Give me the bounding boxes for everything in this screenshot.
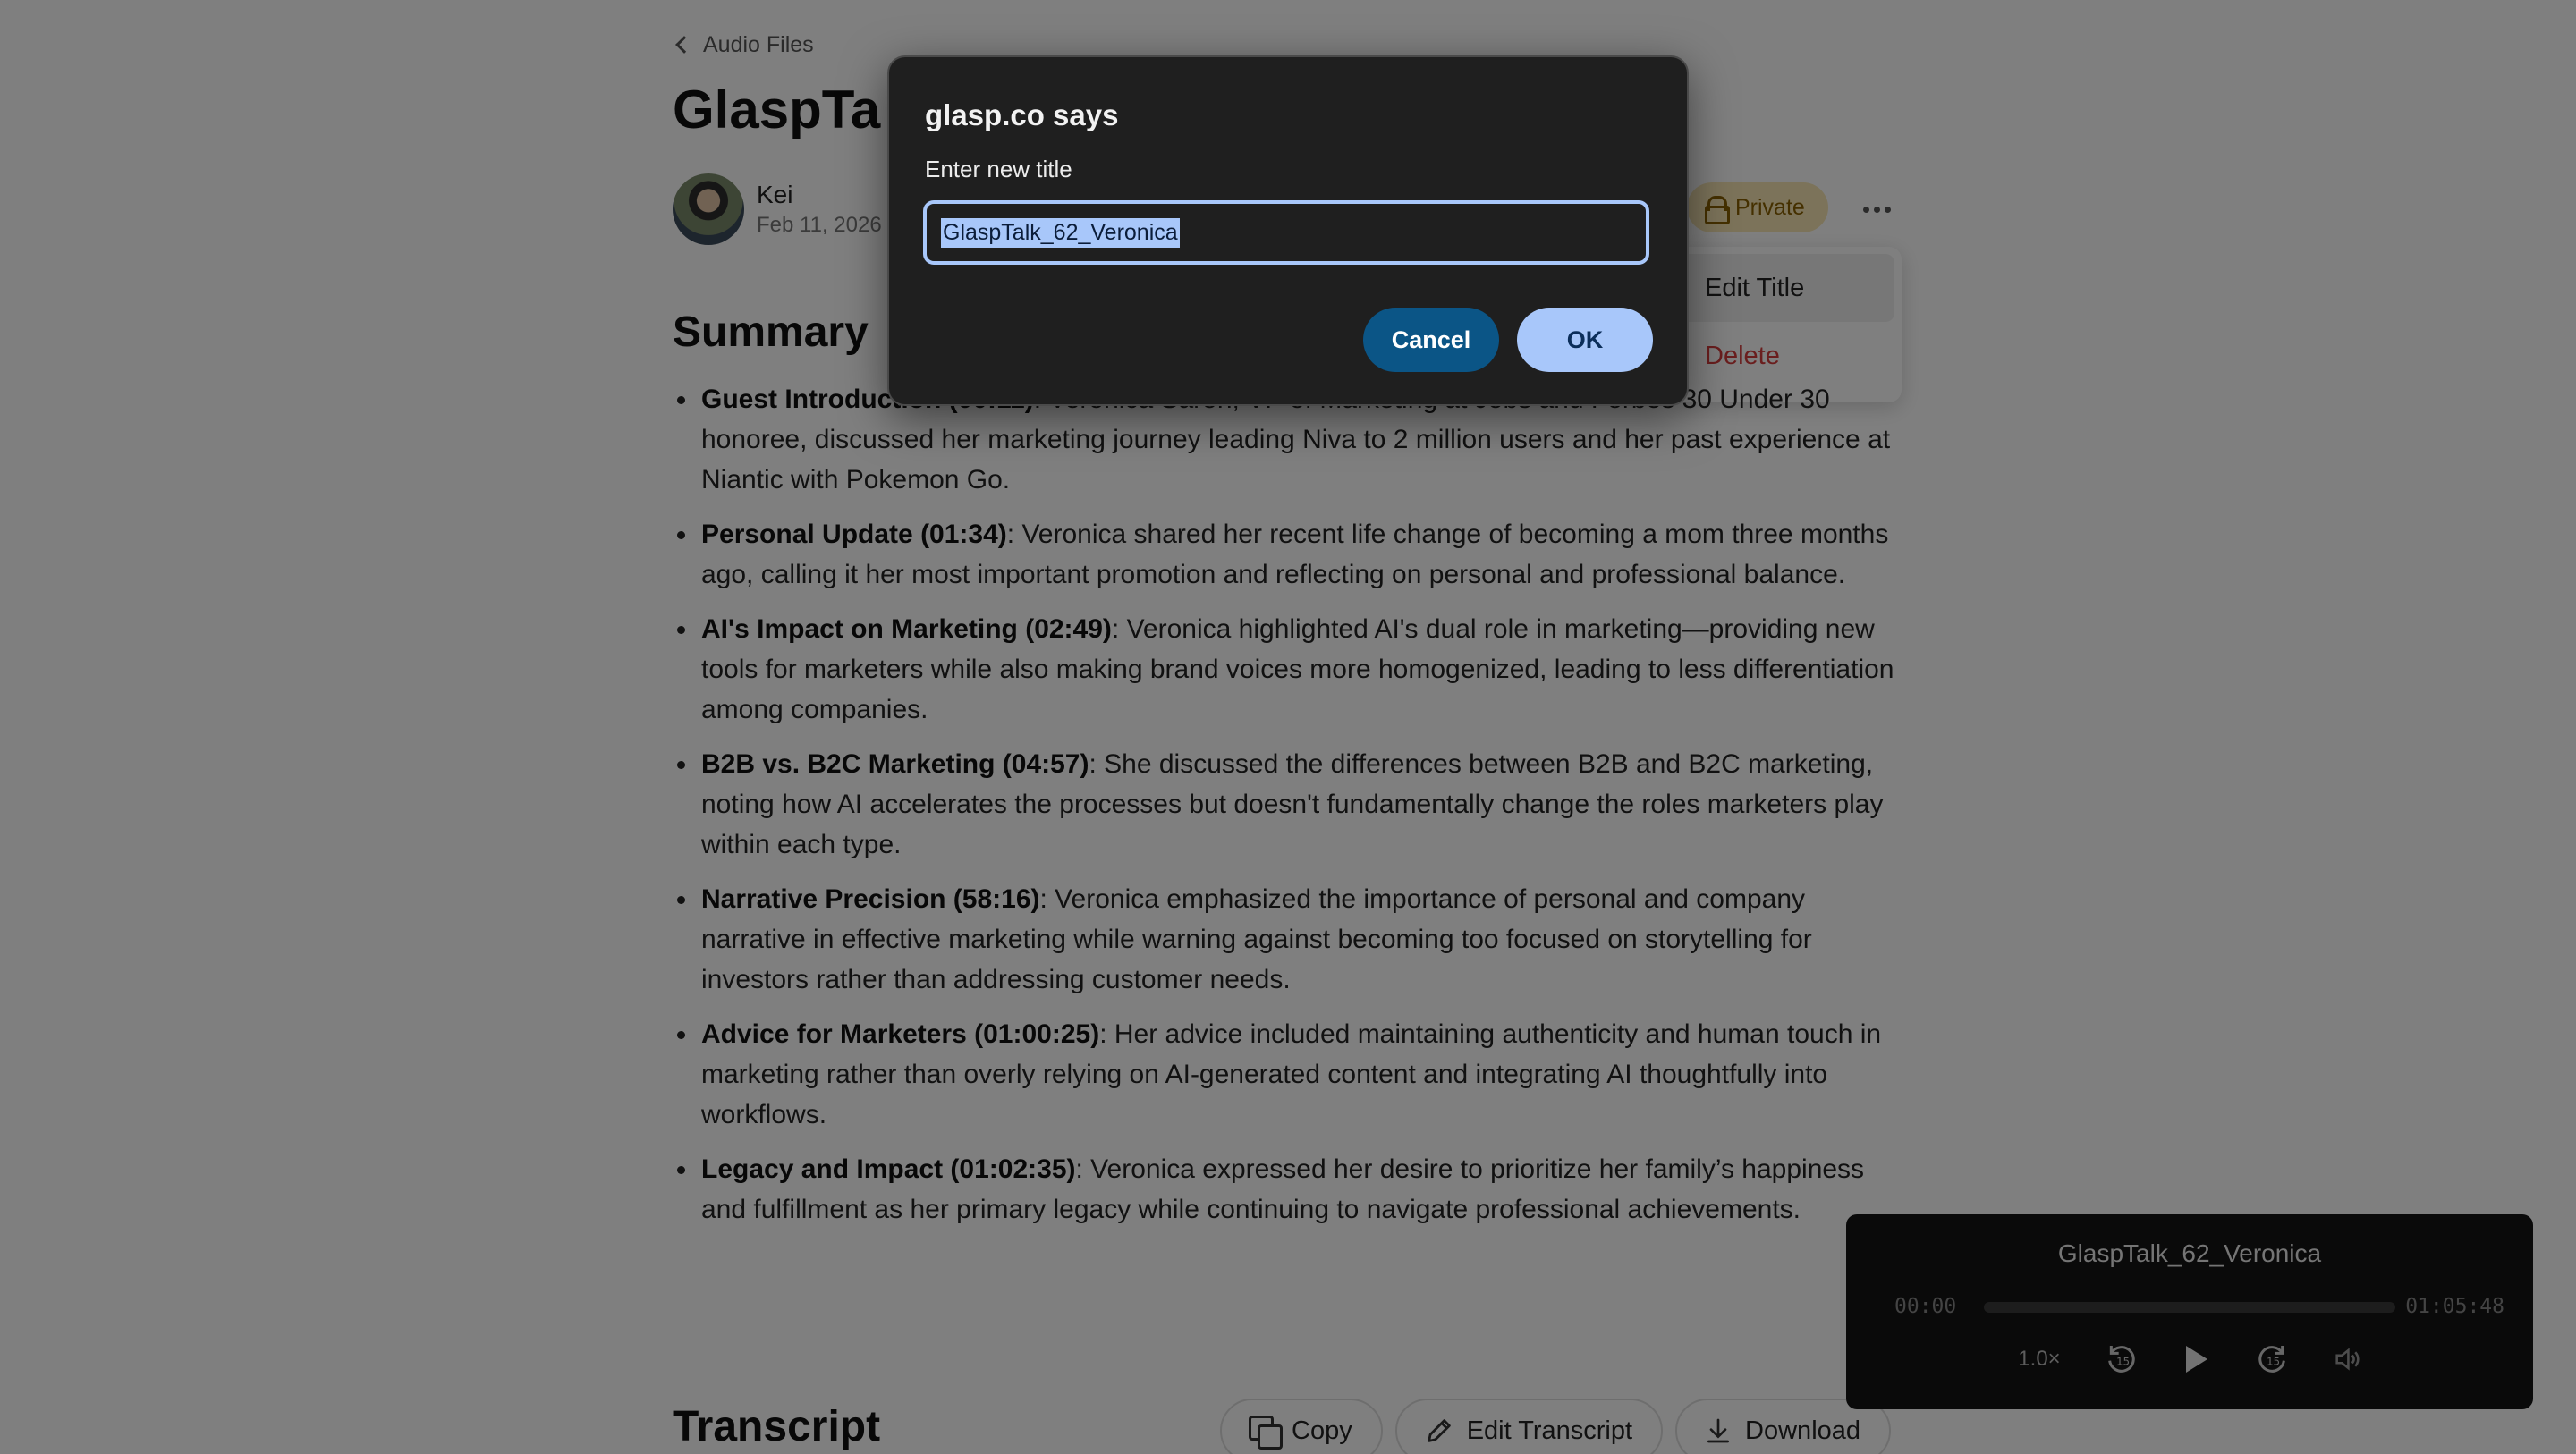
dialog-title: glasp.co says [925, 98, 1119, 131]
title-input[interactable] [923, 200, 1649, 265]
rename-dialog [887, 55, 1689, 406]
cancel-button[interactable]: Cancel [1363, 308, 1499, 372]
dialog-message: Enter new title [925, 156, 1072, 182]
ok-button[interactable]: OK [1517, 308, 1653, 372]
dialog-buttons [1363, 308, 1653, 372]
title-input-value: GlaspTalk_62_Veronica [941, 218, 1180, 248]
